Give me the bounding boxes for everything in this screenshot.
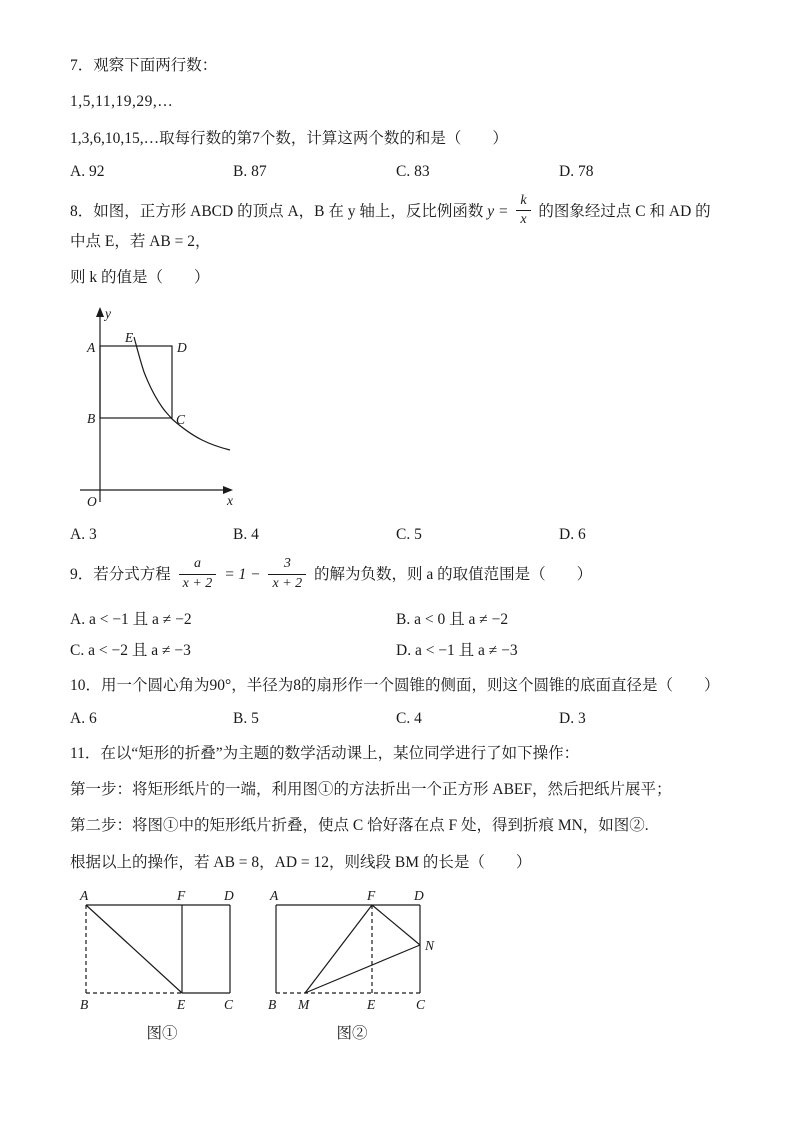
q9-option-b: B. a < 0 且 a ≠ −2 bbox=[396, 610, 509, 628]
q8-options bbox=[70, 526, 723, 544]
point-label-a: A bbox=[80, 887, 89, 903]
q7-option-a: A. 92 bbox=[70, 162, 105, 180]
point-label-d: D bbox=[224, 887, 234, 903]
q8-option-b: B. 4 bbox=[233, 526, 259, 544]
axis-label-y: y bbox=[105, 306, 111, 322]
q10-option-b: B. 5 bbox=[233, 709, 259, 727]
q7-option-b: B. 87 bbox=[233, 162, 267, 180]
point-label-b: B bbox=[268, 996, 277, 1012]
q9-equation-mid: = 1 − bbox=[224, 566, 261, 584]
point-label-b: B bbox=[87, 411, 96, 427]
question-8 bbox=[70, 192, 723, 545]
q11-figure-1-caption: 图① bbox=[146, 1024, 178, 1042]
q7-options bbox=[70, 163, 723, 181]
q11-stem-line1: 11．在以“矩形的折叠”为主题的数学活动课上，某位同学进行了如下操作： bbox=[70, 744, 580, 762]
q11-figure-1 bbox=[72, 887, 252, 1043]
fig2-rectangle bbox=[276, 905, 420, 993]
q7-option-d: D. 78 bbox=[559, 162, 594, 180]
point-label-e: E bbox=[367, 996, 376, 1012]
point-label-b: B bbox=[80, 996, 89, 1012]
point-label-c: C bbox=[416, 996, 426, 1012]
q8-stem-pre: 8．如图，正方形 ABCD 的顶点 A，B 在 y 轴上，反比例函数 bbox=[70, 202, 488, 220]
q8-figure-wrap bbox=[70, 302, 723, 514]
q10-option-d: D. 3 bbox=[559, 709, 586, 727]
q8-stem bbox=[70, 192, 723, 253]
point-label-m: M bbox=[298, 996, 310, 1012]
q11-stem-line4: 根据以上的操作，若 AB = 8，AD = 12，则线段 BM 的长是（ ） bbox=[70, 853, 532, 871]
point-label-a: A bbox=[87, 340, 96, 356]
fig1-rectangle bbox=[86, 905, 230, 993]
fraction-denominator: x + 2 bbox=[272, 575, 303, 591]
point-label-c: C bbox=[224, 996, 234, 1012]
q9-fraction-2 bbox=[268, 556, 306, 591]
q10-option-a: A. 6 bbox=[70, 709, 97, 727]
q11-step2: 第二步：将图①中的矩形纸片折叠，使点 C 恰好落在点 F 处，得到折痕 MN，如图②. bbox=[70, 817, 649, 835]
q7-sequence-row1: 1,5,11,19,29,… bbox=[70, 93, 174, 111]
point-label-d: D bbox=[414, 887, 424, 903]
point-label-f: F bbox=[177, 887, 186, 903]
q9-stem-post: 的解为负数，则 a 的取值范围是（ ） bbox=[314, 566, 593, 584]
q8-fraction-k-over-x bbox=[516, 193, 530, 228]
fig2-fold-lines bbox=[305, 905, 420, 993]
q8-axes bbox=[80, 307, 233, 502]
fraction-numerator: k bbox=[516, 193, 530, 211]
point-label-a: A bbox=[270, 887, 279, 903]
q8-equation-lhs: y = bbox=[487, 202, 509, 220]
q11-figure-2-drawing bbox=[262, 887, 442, 1019]
question-9 bbox=[70, 558, 723, 659]
q9-stem bbox=[70, 558, 723, 593]
q9-fraction-1 bbox=[179, 556, 217, 591]
q7-sequence-row2: 1,3,6,10,15,…取每行数的第7个数，计算这两个数的和是（ ） bbox=[70, 129, 508, 147]
fraction-denominator: x bbox=[520, 211, 527, 227]
q11-step1: 第一步：将矩形纸片的一端，利用图①的方法折出一个正方形 ABEF，然后把纸片展平； bbox=[70, 781, 672, 799]
origin-label-o: O bbox=[87, 494, 97, 510]
axis-label-x: x bbox=[227, 493, 233, 509]
q8-square-abcd bbox=[100, 346, 172, 418]
q8-stem-line2: 则 k 的值是（ ） bbox=[70, 269, 210, 287]
q8-stem-post: 的图象经过点 C 和 AD 的中点 E，若 AB = 2， bbox=[70, 202, 711, 250]
q11-figure-2 bbox=[262, 887, 442, 1043]
q11-figures bbox=[72, 887, 723, 1043]
q10-options bbox=[70, 710, 723, 728]
q11-figure-2-caption: 图② bbox=[336, 1024, 368, 1042]
q8-option-a: A. 3 bbox=[70, 526, 97, 544]
q9-option-a: A. a < −1 且 a ≠ −2 bbox=[70, 610, 192, 628]
point-label-e: E bbox=[125, 330, 134, 346]
q10-option-c: C. 4 bbox=[396, 709, 422, 727]
q9-option-c: C. a < −2 且 a ≠ −3 bbox=[70, 641, 191, 659]
q7-option-c: C. 83 bbox=[396, 162, 430, 180]
fraction-denominator: x + 2 bbox=[182, 575, 213, 591]
point-label-e: E bbox=[177, 996, 186, 1012]
q9-options-row1 bbox=[70, 607, 723, 629]
q8-option-d: D. 6 bbox=[559, 526, 586, 544]
q9-stem-pre: 9．若分式方程 bbox=[70, 566, 171, 584]
point-label-n: N bbox=[425, 937, 435, 953]
question-11 bbox=[70, 742, 723, 1043]
q8-figure bbox=[70, 302, 320, 514]
point-label-f: F bbox=[367, 887, 376, 903]
fraction-numerator: 3 bbox=[268, 556, 306, 574]
q9-option-d: D. a < −1 且 a ≠ −3 bbox=[396, 641, 518, 659]
question-10 bbox=[70, 674, 723, 728]
q8-option-c: C. 5 bbox=[396, 526, 422, 544]
q9-options-row2 bbox=[70, 638, 723, 660]
point-label-c: C bbox=[176, 412, 186, 428]
fraction-numerator: a bbox=[179, 556, 217, 574]
q10-stem: 10．用一个圆心角为90°，半径为8的扇形作一个圆锥的侧面，则这个圆锥的底面直径是（ ） bbox=[70, 676, 720, 694]
point-label-d: D bbox=[177, 340, 187, 356]
question-7 bbox=[70, 54, 723, 181]
q7-stem: 7．观察下面两行数： bbox=[70, 57, 218, 74]
q11-figure-1-drawing bbox=[72, 887, 252, 1019]
